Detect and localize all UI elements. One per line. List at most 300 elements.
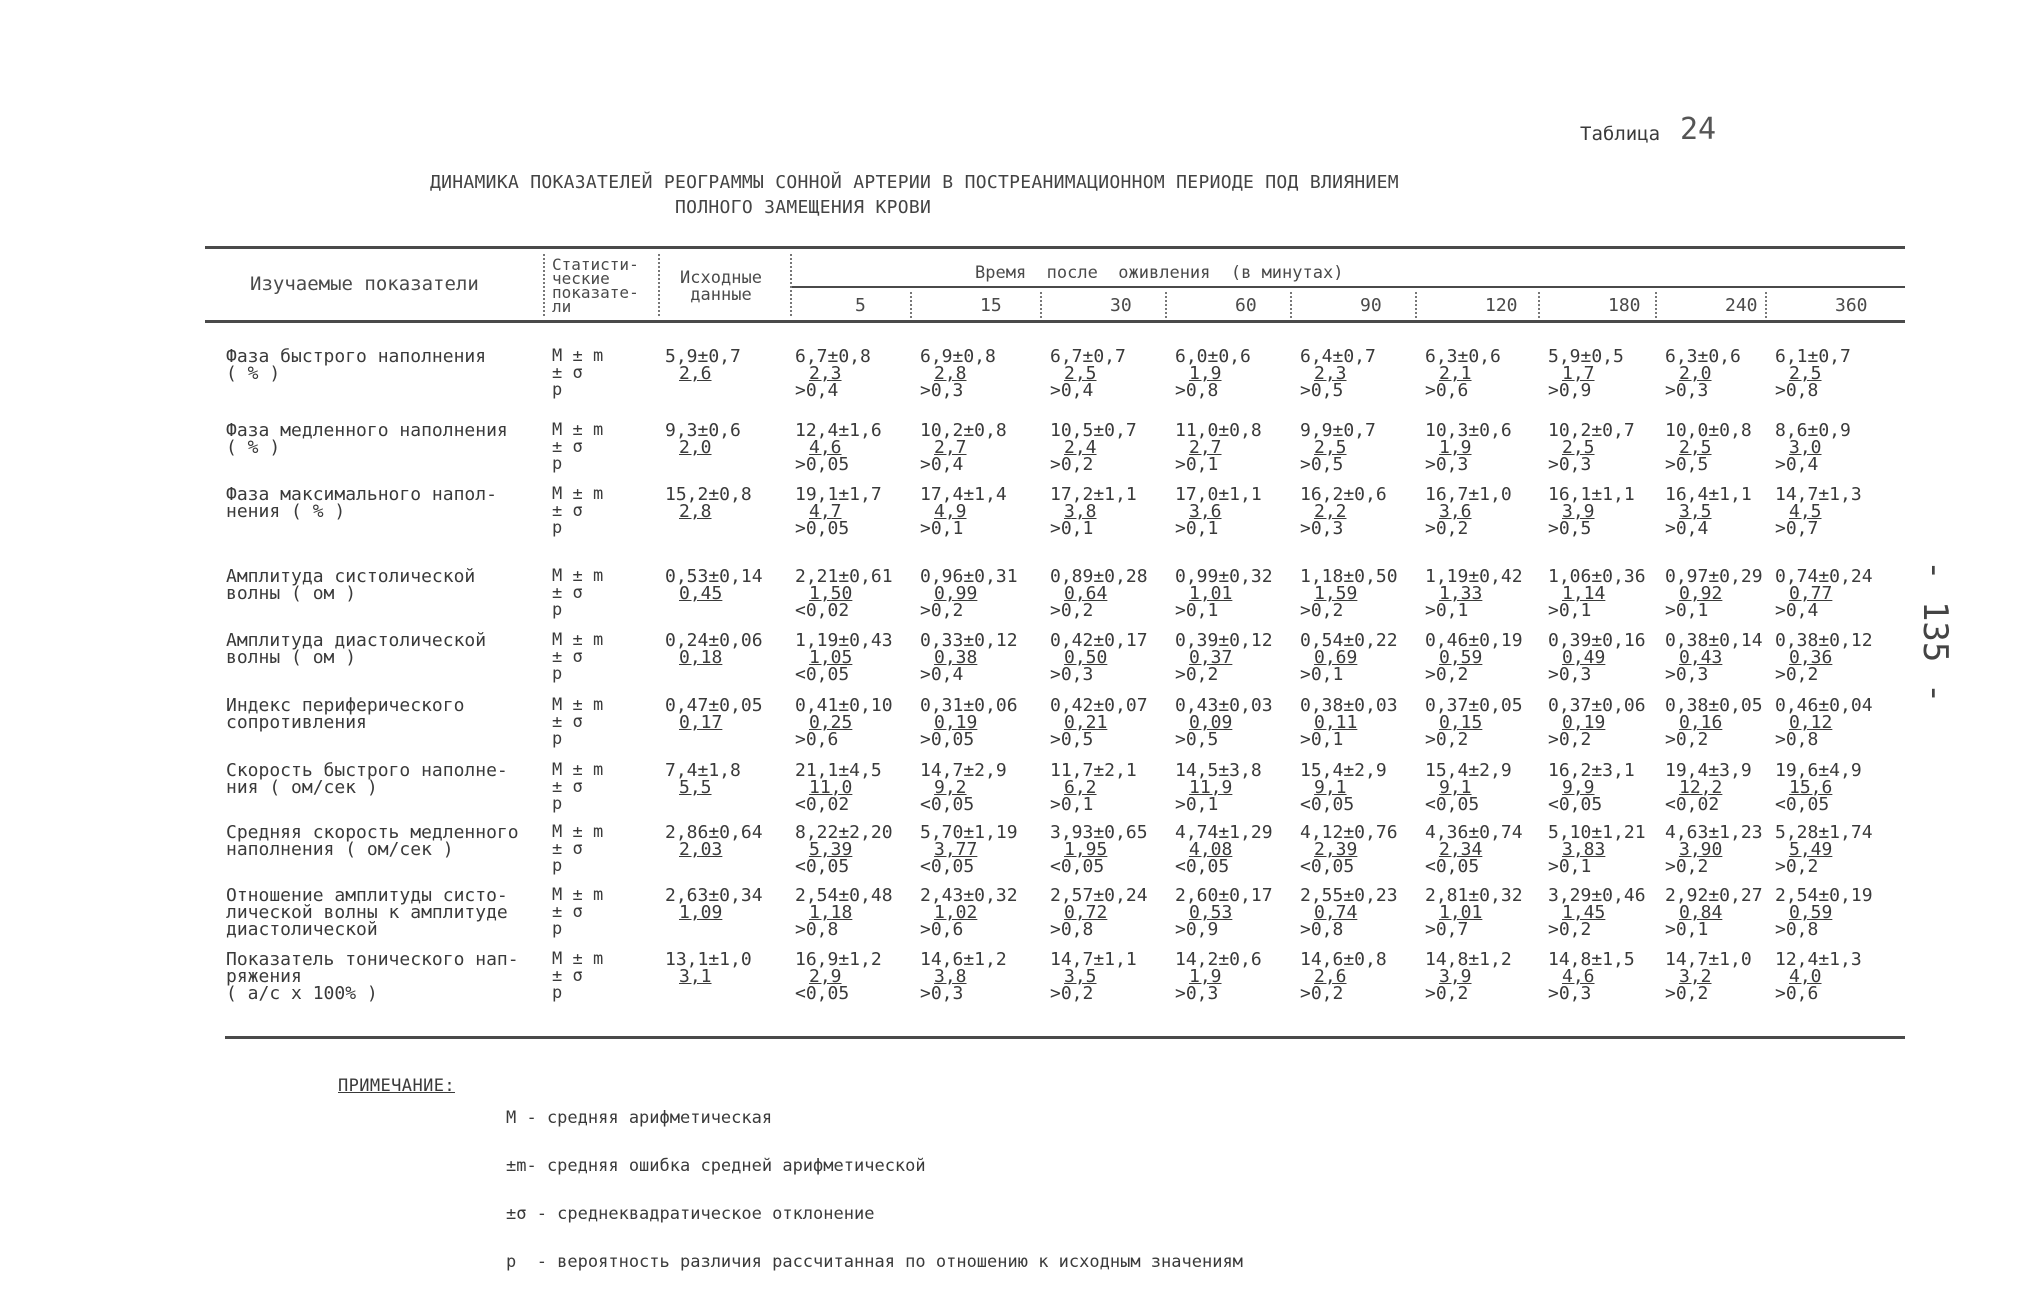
- cell-mean: 0,43±0,03: [1175, 695, 1273, 716]
- cell-mean: 0,33±0,12: [920, 630, 1018, 651]
- value-cell: [1775, 568, 1887, 619]
- cell-p: >0,2: [1775, 664, 1819, 685]
- value-cell: [1175, 568, 1287, 619]
- cell-mean: 0,31±0,06: [920, 695, 1018, 716]
- cell-p: >0,1: [1665, 919, 1709, 940]
- cell-p: >0,3: [920, 380, 964, 401]
- cell-sd: 0,50: [1064, 647, 1108, 668]
- cell-sd: 2,0: [679, 437, 712, 458]
- cell-sd: 3,8: [1064, 501, 1097, 522]
- value-cell: [1300, 632, 1412, 683]
- cell-sd: 2,5: [1679, 437, 1712, 458]
- cell-sd: 0,59: [1789, 902, 1833, 923]
- cell-p: >0,9: [1175, 919, 1219, 940]
- cell-p: >0,5: [1300, 380, 1344, 401]
- value-cell: [920, 568, 1032, 619]
- cell-p: >0,2: [1425, 664, 1469, 685]
- row-label: Фаза быстрого наполнения ( % ): [226, 346, 487, 384]
- cell-sd: 0,19: [934, 712, 978, 733]
- cell-mean: 9,9±0,7: [1300, 420, 1376, 441]
- cell-p: <0,05: [1300, 856, 1355, 877]
- value-cell: [1775, 824, 1887, 875]
- cell-p: <0,05: [1775, 794, 1830, 815]
- cell-mean: 0,54±0,22: [1300, 630, 1398, 651]
- cell-sd: 1,45: [1562, 902, 1606, 923]
- row-label: Фаза медленного наполнения ( % ): [226, 420, 508, 458]
- cell-sd: 1,59: [1314, 583, 1358, 604]
- cell-sd: 5,39: [809, 839, 853, 860]
- cell-sd: 3,2: [1679, 966, 1712, 987]
- col-header-time-15: 15: [980, 295, 1002, 316]
- cell-sd: 0,77: [1789, 583, 1833, 604]
- cell-sd: 2,6: [679, 363, 712, 384]
- cell-sd: 3,0: [1789, 437, 1822, 458]
- row-stat-symbols: M ± m ± σ p: [552, 822, 604, 876]
- row-label: Отношение амплитуды систо- лической волны к амплитуде диастолической: [226, 885, 508, 940]
- baseline-cell: [665, 762, 777, 796]
- cell-sd: 2,0: [1679, 363, 1712, 384]
- value-cell: [1775, 887, 1887, 938]
- col-header-time-60: 60: [1235, 295, 1257, 316]
- col-separator: [1040, 292, 1042, 318]
- cell-sd: 0,45: [679, 583, 723, 604]
- cell-sd: 3,90: [1679, 839, 1723, 860]
- cell-p: >0,3: [1665, 664, 1709, 685]
- cell-sd: 0,69: [1314, 647, 1358, 668]
- cell-mean: 2,54±0,19: [1775, 885, 1873, 906]
- cell-mean: 6,1±0,7: [1775, 346, 1851, 367]
- cell-sd: 3,83: [1562, 839, 1606, 860]
- cell-p: >0,8: [1775, 380, 1819, 401]
- note-item: p - вероятность различия рассчитанная по отношению к исходным значениям: [506, 1252, 1243, 1272]
- cell-sd: 9,1: [1439, 777, 1472, 798]
- cell-mean: 13,1±1,0: [665, 949, 752, 970]
- cell-p: >0,4: [1665, 518, 1709, 539]
- note-item: ±m- средняя ошибка средней арифметической: [506, 1156, 926, 1176]
- cell-mean: 14,6±1,2: [920, 949, 1007, 970]
- cell-mean: 6,7±0,8: [795, 346, 871, 367]
- cell-sd: 2,8: [934, 363, 967, 384]
- cell-mean: 15,4±2,9: [1300, 760, 1387, 781]
- cell-mean: 16,7±1,0: [1425, 484, 1512, 505]
- cell-p: <0,05: [1425, 794, 1480, 815]
- cell-p: <0,05: [1548, 794, 1603, 815]
- cell-mean: 14,7±1,1: [1050, 949, 1137, 970]
- value-cell: [795, 824, 907, 875]
- cell-sd: 2,5: [1314, 437, 1347, 458]
- cell-mean: 0,39±0,16: [1548, 630, 1646, 651]
- cell-sd: 1,01: [1439, 902, 1483, 923]
- cell-mean: 19,1±1,7: [795, 484, 882, 505]
- cell-mean: 8,6±0,9: [1775, 420, 1851, 441]
- cell-mean: 0,37±0,06: [1548, 695, 1646, 716]
- cell-mean: 14,5±3,8: [1175, 760, 1262, 781]
- cell-p: >0,3: [1548, 454, 1592, 475]
- value-cell: [1175, 486, 1287, 537]
- cell-mean: 0,38±0,14: [1665, 630, 1763, 651]
- cell-p: >0,2: [1665, 729, 1709, 750]
- row-label: Амплитуда систолической волны ( ом ): [226, 566, 476, 604]
- row-stat-symbols: M ± m ± σ p: [552, 484, 604, 538]
- cell-sd: 0,17: [679, 712, 723, 733]
- col-separator: [1290, 292, 1292, 318]
- cell-p: >0,5: [1300, 454, 1344, 475]
- cell-mean: 5,9±0,5: [1548, 346, 1624, 367]
- cell-mean: 0,47±0,05: [665, 695, 763, 716]
- value-cell: [1175, 824, 1287, 875]
- value-cell: [920, 632, 1032, 683]
- cell-sd: 3,9: [1562, 501, 1595, 522]
- cell-p: >0,2: [1548, 729, 1592, 750]
- cell-p: >0,8: [1175, 380, 1219, 401]
- value-cell: [1050, 762, 1162, 813]
- value-cell: [1050, 697, 1162, 748]
- cell-mean: 6,7±0,7: [1050, 346, 1126, 367]
- col-header-stat: Статисти- ческие показате- ли: [552, 255, 639, 316]
- cell-sd: 12,2: [1679, 777, 1723, 798]
- cell-p: >0,3: [1050, 664, 1094, 685]
- col-separator: [790, 254, 792, 316]
- cell-sd: 1,09: [679, 902, 723, 923]
- cell-sd: 1,02: [934, 902, 978, 923]
- row-stat-symbols: M ± m ± σ p: [552, 346, 604, 400]
- cell-mean: 6,9±0,8: [920, 346, 996, 367]
- cell-sd: 0,99: [934, 583, 978, 604]
- cell-p: >0,2: [1300, 983, 1344, 1004]
- cell-mean: 2,81±0,32: [1425, 885, 1523, 906]
- value-cell: [1425, 762, 1537, 813]
- cell-p: <0,05: [1050, 856, 1105, 877]
- value-cell: [920, 762, 1032, 813]
- cell-sd: 0,25: [809, 712, 853, 733]
- cell-sd: 5,49: [1789, 839, 1833, 860]
- cell-p: >0,05: [920, 729, 975, 750]
- table-number: 24: [1680, 112, 1717, 147]
- cell-mean: 0,24±0,06: [665, 630, 763, 651]
- value-cell: [1665, 824, 1777, 875]
- cell-mean: 11,0±0,8: [1175, 420, 1262, 441]
- cell-mean: 2,43±0,32: [920, 885, 1018, 906]
- cell-sd: 3,77: [934, 839, 978, 860]
- cell-mean: 14,7±1,3: [1775, 484, 1862, 505]
- cell-p: >0,3: [1665, 380, 1709, 401]
- col-separator: [1655, 292, 1657, 318]
- cell-p: >0,2: [1050, 600, 1094, 621]
- cell-p: >0,8: [1300, 919, 1344, 940]
- cell-sd: 1,9: [1189, 966, 1222, 987]
- cell-p: >0,2: [1665, 856, 1709, 877]
- cell-mean: 0,89±0,28: [1050, 566, 1148, 587]
- cell-mean: 8,22±2,20: [795, 822, 893, 843]
- cell-mean: 6,0±0,6: [1175, 346, 1251, 367]
- value-cell: [1665, 348, 1777, 399]
- cell-p: >0,5: [1665, 454, 1709, 475]
- cell-sd: 2,4: [1064, 437, 1097, 458]
- cell-sd: 1,95: [1064, 839, 1108, 860]
- cell-mean: 2,63±0,34: [665, 885, 763, 906]
- value-cell: [1300, 348, 1412, 399]
- cell-sd: 0,74: [1314, 902, 1358, 923]
- value-cell: [1050, 486, 1162, 537]
- cell-sd: 0,12: [1789, 712, 1833, 733]
- col-separator: [1765, 292, 1767, 318]
- value-cell: [1775, 951, 1887, 1002]
- cell-mean: 0,97±0,29: [1665, 566, 1763, 587]
- cell-sd: 4,5: [1789, 501, 1822, 522]
- value-cell: [920, 422, 1032, 473]
- table-label: Таблица: [1580, 123, 1661, 145]
- cell-sd: 2,1: [1439, 363, 1472, 384]
- value-cell: [1548, 697, 1660, 748]
- cell-p: >0,3: [1300, 518, 1344, 539]
- row-label: Амплитуда диастолической волны ( ом ): [226, 630, 487, 668]
- cell-sd: 0,59: [1439, 647, 1483, 668]
- value-cell: [1050, 887, 1162, 938]
- cell-mean: 0,37±0,05: [1425, 695, 1523, 716]
- value-cell: [1775, 762, 1887, 813]
- baseline-cell: [665, 568, 777, 602]
- cell-mean: 1,19±0,43: [795, 630, 893, 651]
- cell-mean: 2,92±0,27: [1665, 885, 1763, 906]
- col-separator: [658, 254, 660, 316]
- baseline-cell: [665, 422, 777, 456]
- cell-sd: 2,8: [679, 501, 712, 522]
- value-cell: [1050, 568, 1162, 619]
- cell-mean: 5,9±0,7: [665, 346, 741, 367]
- cell-sd: 0,19: [1562, 712, 1606, 733]
- cell-p: <0,05: [1425, 856, 1480, 877]
- cell-sd: 2,5: [1562, 437, 1595, 458]
- cell-p: <0,02: [795, 600, 850, 621]
- cell-p: >0,2: [1548, 919, 1592, 940]
- cell-mean: 10,2±0,8: [920, 420, 1007, 441]
- cell-p: >0,1: [1425, 600, 1469, 621]
- cell-sd: 6,2: [1064, 777, 1097, 798]
- col-header-time-group: Время после оживления (в минутах): [975, 263, 1344, 283]
- value-cell: [795, 762, 907, 813]
- cell-sd: 3,5: [1679, 501, 1712, 522]
- cell-sd: 2,5: [1789, 363, 1822, 384]
- cell-mean: 10,5±0,7: [1050, 420, 1137, 441]
- time-group-rule: [790, 286, 1905, 288]
- cell-p: >0,1: [1175, 794, 1219, 815]
- value-cell: [1175, 632, 1287, 683]
- cell-mean: 17,0±1,1: [1175, 484, 1262, 505]
- baseline-cell: [665, 632, 777, 666]
- value-cell: [1300, 951, 1412, 1002]
- cell-sd: 0,09: [1189, 712, 1233, 733]
- col-header-time-240: 240: [1725, 295, 1758, 316]
- baseline-cell: [665, 486, 777, 520]
- value-cell: [1175, 697, 1287, 748]
- cell-sd: 2,34: [1439, 839, 1483, 860]
- col-header-time-360: 360: [1835, 295, 1868, 316]
- cell-sd: 0,36: [1789, 647, 1833, 668]
- cell-mean: 17,4±1,4: [920, 484, 1007, 505]
- title-line-1: ДИНАМИКА ПОКАЗАТЕЛЕЙ РЕОГРАММЫ СОННОЙ АРТЕРИИ В ПОСТРЕАНИМАЦИОННОМ ПЕРИОДЕ ПОД ВЛИЯНИЕМ: [430, 172, 1399, 193]
- cell-p: >0,7: [1425, 919, 1469, 940]
- cell-p: <0,05: [1300, 794, 1355, 815]
- baseline-cell: [665, 697, 777, 731]
- value-cell: [1425, 632, 1537, 683]
- cell-sd: 2,2: [1314, 501, 1347, 522]
- page-number: - 135 -: [1915, 560, 1955, 704]
- cell-p: >0,05: [795, 518, 850, 539]
- col-separator: [1165, 292, 1167, 318]
- value-cell: [1425, 697, 1537, 748]
- cell-p: >0,6: [1775, 983, 1819, 1004]
- value-cell: [1548, 824, 1660, 875]
- cell-mean: 4,36±0,74: [1425, 822, 1523, 843]
- value-cell: [1775, 632, 1887, 683]
- cell-sd: 4,6: [809, 437, 842, 458]
- cell-p: >0,4: [920, 454, 964, 475]
- cell-mean: 9,3±0,6: [665, 420, 741, 441]
- notes-title: ПРИМЕЧАНИЕ:: [338, 1076, 455, 1096]
- cell-mean: 10,2±0,7: [1548, 420, 1635, 441]
- baseline-cell: [665, 348, 777, 382]
- cell-p: >0,2: [920, 600, 964, 621]
- value-cell: [795, 887, 907, 938]
- value-cell: [1548, 887, 1660, 938]
- cell-sd: 2,3: [1314, 363, 1347, 384]
- cell-p: >0,8: [1050, 919, 1094, 940]
- row-stat-symbols: M ± m ± σ p: [552, 695, 604, 749]
- value-cell: [1548, 632, 1660, 683]
- cell-mean: 0,38±0,05: [1665, 695, 1763, 716]
- cell-mean: 5,10±1,21: [1548, 822, 1646, 843]
- cell-mean: 0,46±0,04: [1775, 695, 1873, 716]
- cell-p: >0,5: [1175, 729, 1219, 750]
- row-label: Фаза максимального напол- нения ( % ): [226, 484, 497, 522]
- value-cell: [1665, 486, 1777, 537]
- cell-mean: 19,6±4,9: [1775, 760, 1862, 781]
- cell-sd: 0,16: [1679, 712, 1723, 733]
- cell-p: >0,2: [1425, 983, 1469, 1004]
- cell-sd: 1,9: [1439, 437, 1472, 458]
- cell-sd: 11,0: [809, 777, 853, 798]
- value-cell: [1300, 568, 1412, 619]
- cell-sd: 3,9: [1439, 966, 1472, 987]
- cell-mean: 16,4±1,1: [1665, 484, 1752, 505]
- value-cell: [1548, 422, 1660, 473]
- cell-sd: 1,18: [809, 902, 853, 923]
- value-cell: [795, 486, 907, 537]
- cell-mean: 0,42±0,17: [1050, 630, 1148, 651]
- row-stat-symbols: M ± m ± σ p: [552, 760, 604, 814]
- row-label: Индекс периферического сопротивления: [226, 695, 465, 733]
- cell-p: <0,05: [795, 856, 850, 877]
- value-cell: [1050, 951, 1162, 1002]
- cell-sd: 2,6: [1314, 966, 1347, 987]
- cell-sd: 1,7: [1562, 363, 1595, 384]
- cell-sd: 0,18: [679, 647, 723, 668]
- value-cell: [1665, 632, 1777, 683]
- cell-sd: 0,15: [1439, 712, 1483, 733]
- cell-sd: 0,21: [1064, 712, 1108, 733]
- value-cell: [795, 951, 907, 1002]
- cell-mean: 0,41±0,10: [795, 695, 893, 716]
- cell-mean: 5,28±1,74: [1775, 822, 1873, 843]
- cell-sd: 4,7: [809, 501, 842, 522]
- cell-p: >0,3: [1175, 983, 1219, 1004]
- cell-p: >0,2: [1050, 454, 1094, 475]
- cell-sd: 3,5: [1064, 966, 1097, 987]
- value-cell: [1300, 887, 1412, 938]
- cell-sd: 3,6: [1439, 501, 1472, 522]
- value-cell: [1548, 568, 1660, 619]
- cell-p: >0,8: [1775, 729, 1819, 750]
- cell-p: >0,1: [1665, 600, 1709, 621]
- cell-mean: 4,12±0,76: [1300, 822, 1398, 843]
- cell-sd: 4,9: [934, 501, 967, 522]
- title-line-2: ПОЛНОГО ЗАМЕЩЕНИЯ КРОВИ: [675, 197, 932, 218]
- col-separator: [543, 254, 545, 316]
- col-header-time-180: 180: [1608, 295, 1641, 316]
- cell-mean: 14,8±1,5: [1548, 949, 1635, 970]
- value-cell: [795, 422, 907, 473]
- value-cell: [1775, 422, 1887, 473]
- cell-mean: 6,4±0,7: [1300, 346, 1376, 367]
- col-separator: [1415, 292, 1417, 318]
- value-cell: [1425, 568, 1537, 619]
- cell-p: >0,1: [920, 518, 964, 539]
- value-cell: [1425, 422, 1537, 473]
- cell-sd: 1,14: [1562, 583, 1606, 604]
- cell-p: <0,05: [795, 664, 850, 685]
- value-cell: [1300, 422, 1412, 473]
- col-header-time-30: 30: [1110, 295, 1132, 316]
- col-header-indicator: Изучаемые показатели: [250, 273, 479, 295]
- value-cell: [1425, 951, 1537, 1002]
- cell-mean: 16,2±0,6: [1300, 484, 1387, 505]
- cell-mean: 3,29±0,46: [1548, 885, 1646, 906]
- cell-p: >0,8: [795, 919, 839, 940]
- cell-mean: 0,53±0,14: [665, 566, 763, 587]
- header-bottom-rule: [205, 320, 1905, 323]
- cell-p: <0,05: [920, 856, 975, 877]
- col-header-time-90: 90: [1360, 295, 1382, 316]
- value-cell: [1425, 348, 1537, 399]
- cell-p: >0,6: [920, 919, 964, 940]
- cell-mean: 0,96±0,31: [920, 566, 1018, 587]
- cell-p: >0,3: [920, 983, 964, 1004]
- cell-mean: 16,2±3,1: [1548, 760, 1635, 781]
- value-cell: [1300, 824, 1412, 875]
- baseline-cell: [665, 887, 777, 921]
- baseline-cell: [665, 824, 777, 858]
- value-cell: [1175, 348, 1287, 399]
- cell-mean: 14,7±1,0: [1665, 949, 1752, 970]
- value-cell: [1175, 951, 1287, 1002]
- cell-sd: 1,9: [1189, 363, 1222, 384]
- value-cell: [1050, 824, 1162, 875]
- cell-sd: 2,7: [1189, 437, 1222, 458]
- value-cell: [1175, 887, 1287, 938]
- cell-sd: 0,38: [934, 647, 978, 668]
- cell-p: >0,8: [1775, 919, 1819, 940]
- cell-mean: 6,3±0,6: [1425, 346, 1501, 367]
- cell-mean: 2,55±0,23: [1300, 885, 1398, 906]
- value-cell: [1665, 568, 1777, 619]
- col-header-baseline: Исходные данные: [680, 268, 762, 305]
- value-cell: [795, 697, 907, 748]
- cell-p: >0,6: [795, 729, 839, 750]
- cell-mean: 1,18±0,50: [1300, 566, 1398, 587]
- col-header-time-120: 120: [1485, 295, 1518, 316]
- cell-p: >0,4: [920, 664, 964, 685]
- cell-sd: 0,64: [1064, 583, 1108, 604]
